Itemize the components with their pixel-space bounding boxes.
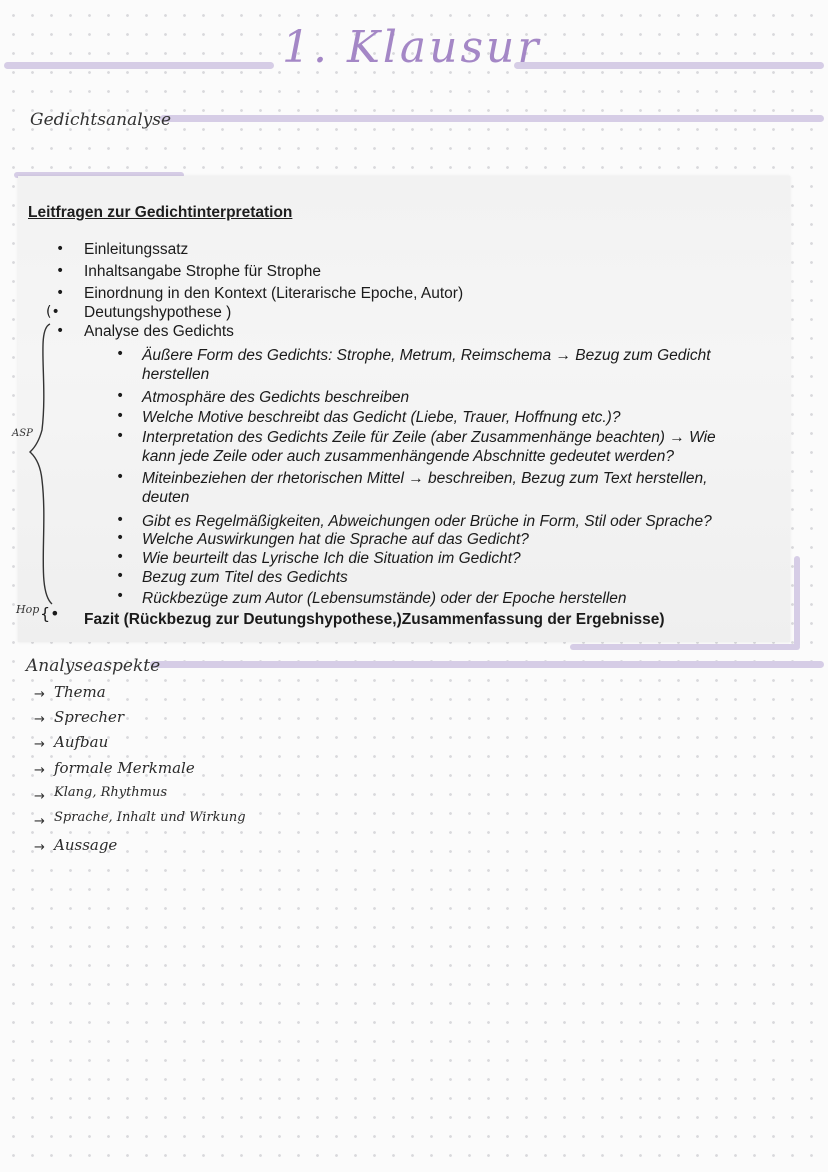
- brace-asp-icon: [28, 320, 58, 610]
- sub-bullet: •: [116, 512, 125, 528]
- title-divider-left: [4, 62, 274, 69]
- arrow-icon: →: [34, 814, 45, 829]
- worksheet-subitem: Wie beurteilt das Lyrische Ich die Situation im Gedicht?: [142, 550, 521, 567]
- photo-frame-side: [794, 556, 800, 648]
- aspect-item: Klang, Rhythmus: [54, 785, 168, 800]
- sub-bullet: •: [116, 530, 125, 546]
- bullet: •: [56, 241, 65, 257]
- worksheet-conclusion: Fazit (Rückbezug zur Deutungshypothese,)Zusammenfassung der Ergebnisse): [84, 611, 665, 628]
- arrow-icon: →: [34, 687, 45, 702]
- worksheet-item: Analyse des Gedichts: [84, 323, 234, 340]
- arrow-icon: →: [34, 840, 45, 855]
- aspect-item: Aussage: [54, 836, 118, 854]
- aspect-item: formale Merkmale: [54, 759, 195, 777]
- worksheet-subitem: Bezug zum Titel des Gedichts: [142, 569, 348, 586]
- worksheet-subitem: Miteinbeziehen der rhetorischen Mittel → beschreiben, Bezug zum Text herstellen,: [142, 470, 708, 487]
- worksheet-item: Einleitungssatz: [84, 241, 189, 258]
- sub-bullet: •: [116, 388, 125, 404]
- aspect-item: Aufbau: [54, 733, 109, 751]
- worksheet-item: Inhaltsangabe Strophe für Strophe: [84, 263, 321, 280]
- worksheet-item: Deutungshypothese ): [84, 304, 232, 321]
- sub-bullet: •: [116, 549, 125, 565]
- worksheet-subitem: deuten: [142, 489, 190, 506]
- worksheet-item: Einordnung in den Kontext (Literarische Epoche, Autor): [84, 285, 464, 302]
- sub-bullet: •: [116, 568, 125, 584]
- worksheet-subitem: herstellen: [142, 366, 210, 383]
- worksheet-subitem: Atmosphäre des Gedichts beschreiben: [142, 389, 410, 406]
- worksheet-subitem: Interpretation des Gedichts Zeile für Zeile (aber Zusammenhänge beachten) → Wie: [142, 429, 716, 446]
- aspect-item: Sprecher: [54, 708, 125, 726]
- title-divider-right: [514, 62, 824, 69]
- aspect-item: Thema: [54, 683, 106, 701]
- worksheet-subitem: Welche Motive beschreibt das Gedicht (Liebe, Trauer, Hoffnung etc.)?: [142, 409, 621, 426]
- brace-bullet: {•: [40, 604, 60, 623]
- arrow-icon: →: [34, 763, 45, 778]
- photo-frame-bottom: [570, 644, 800, 650]
- section2-divider: [150, 661, 824, 668]
- bullet: •: [56, 323, 65, 339]
- margin-note-asp: ASP: [12, 428, 33, 439]
- bullet-bracketed: (•: [46, 304, 60, 320]
- sub-bullet: •: [116, 428, 125, 444]
- section-label-gedichtsanalyse: Gedichtsanalyse: [30, 110, 172, 130]
- worksheet-subitem: Gibt es Regelmäßigkeiten, Abweichungen oder Brüche in Form, Stil oder Sprache?: [142, 513, 712, 530]
- arrow-icon: →: [34, 737, 45, 752]
- sub-bullet: •: [116, 408, 125, 424]
- page-title: 1. Klausur: [282, 22, 542, 73]
- sub-bullet: •: [116, 588, 125, 604]
- sub-bullet: •: [116, 346, 125, 362]
- sub-bullet: •: [116, 469, 125, 485]
- arrow-icon: →: [34, 712, 45, 727]
- worksheet-heading: Leitfragen zur Gedichtinterpretation: [28, 204, 293, 221]
- section-label-analyseaspekte: Analyseaspekte: [26, 656, 161, 676]
- worksheet-subitem: kann jede Zeile oder auch zusammenhängende Abschnitte gedeutet werden?: [142, 448, 674, 465]
- section1-divider: [160, 115, 824, 122]
- worksheet-subitem: Äußere Form des Gedichts: Strophe, Metrum, Reimschema → Bezug zum Gedicht: [142, 347, 711, 364]
- worksheet-subitem: Welche Auswirkungen hat die Sprache auf das Gedicht?: [142, 531, 529, 548]
- bullet: •: [56, 285, 65, 301]
- worksheet-subitem: Rückbezüge zum Autor (Lebensumstände) oder der Epoche herstellen: [142, 590, 627, 607]
- margin-note-hop: Hop: [16, 603, 40, 616]
- aspect-item: Sprache, Inhalt und Wirkung: [54, 810, 246, 825]
- arrow-icon: →: [34, 789, 45, 804]
- bullet: •: [56, 263, 65, 279]
